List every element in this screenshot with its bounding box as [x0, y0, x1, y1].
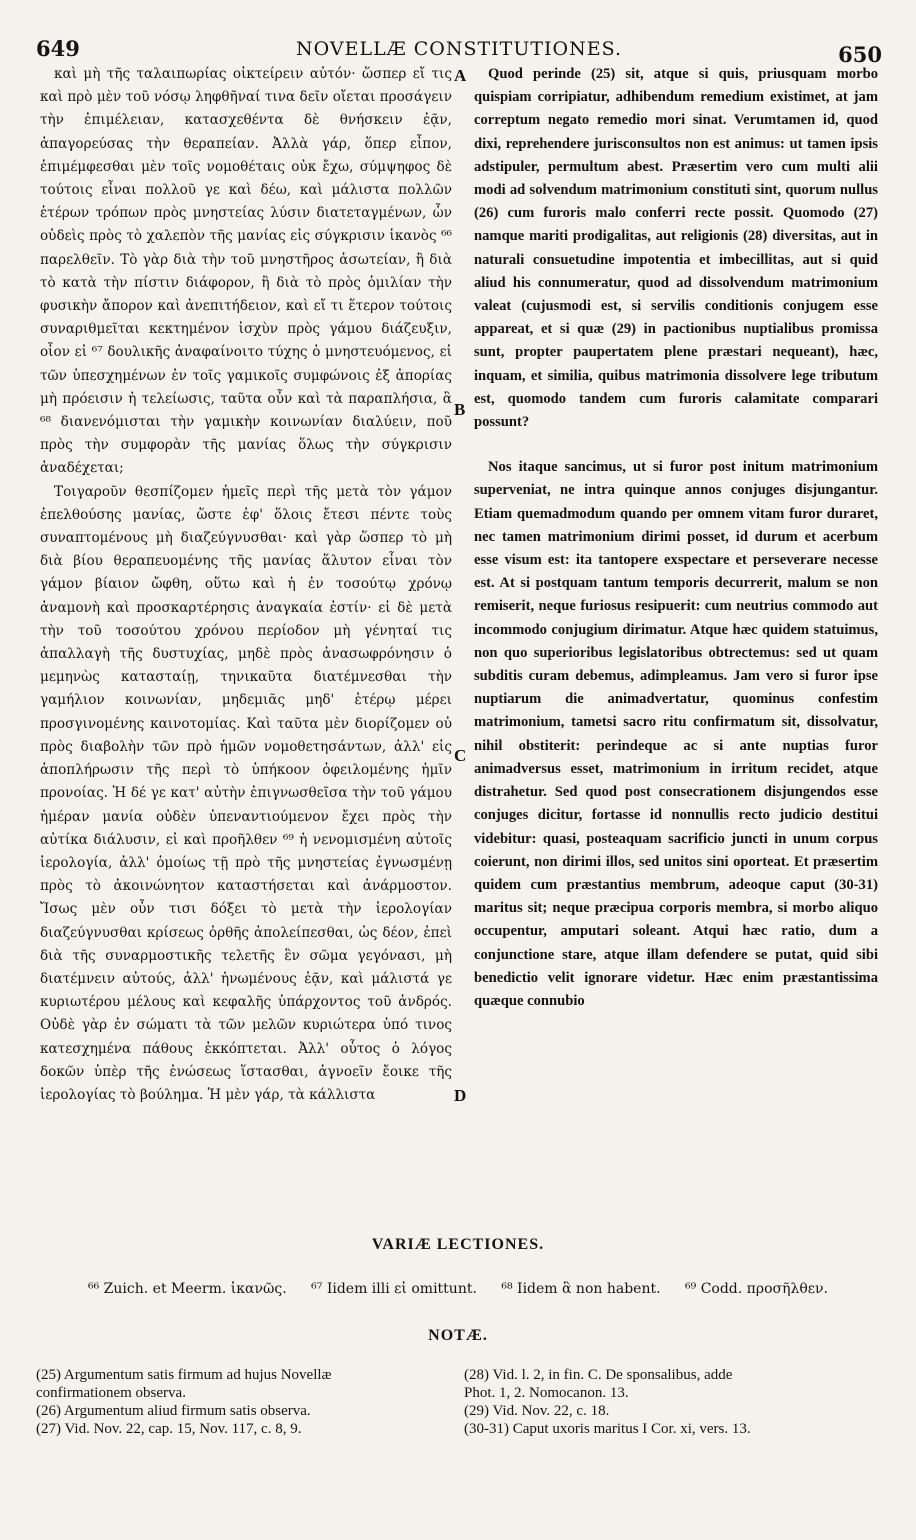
- greek-paragraph: Τοιγαροῦν θεσπίζομεν ἡμεῖς περὶ τῆς μετὰ τὸν γάμον ἐπελθούσης μανίας, ὥστε ἐφ' ὅλοις ἔτεσι πέντε τοὺς συναπτομένους μὴ διαζεύγνυσθαι· καὶ γὰρ ὥσπερ τὸ μὴ διὰ βίου θεραπευομένης τῆς μανίας ἅλυτον εἶναι τὸν γάμον βίαιον ὤφθη, οὕτω καὶ ἡ ἐν τοσούτῳ χρόνῳ ἀναμονὴ καὶ προσκαρτέρησις ἀναγκαία ἐστίν· εἰ δὲ μετὰ τὴν τοῦ τοσούτου χρόνου περίοδον μὴ γένηταί τις ἀπαλλαγὴ τῆς δυστυχίας, μηδὲ πρὸς ἀνασωφρόνησιν ὁ μεμηνὼς κατασταίῃ, τηνικαῦτα διατέμνεσθαι τὴν γαμήλιον κοινωνίαν, μηδεμιᾶς μηδ' ἑτέρῳ μέρει προσγινομένης καινοτομίας. Καὶ ταῦτα μὲν διορίζομεν οὐ πρὸς διαβολὴν τῶν πρὸ ἡμῶν νομοθετησάντων, ἀλλ' εἰς ἀποπλήρωσιν τῆς περὶ τὸ ὑπήκοον ὀφειλομένης ἡμῖν προνοίας. Ἡ δέ γε κατ' αὐτὴν ἐπιγνωσθεῖσα τὴν τοῦ γάμου ἡμέραν μανία οὐδὲν ὑπεναντιούμενον ἔχει πρὸς τὴν αὐτίκα διάλυσιν, εἰ καὶ προῆλθεν ⁶⁹ ἡ νενομισμένη αὐτοῖς ἱερολογία, ἀλλ' ὁμοίως τῇ πρὸ τῆς μνηστείας ἐγνωσμένῃ πρὸς τὸ ἀκοινώνητον καταστήσεται καὶ ἀνάρμοστον. Ἴσως μὲν οὖν τισι δόξει τὸ μετὰ τὴν ἱερολογίαν διαζεύγνυσθαι κρίσεως ὀρθῆς ἀπολείπεσθαι, ὡς δέον, ἐπεὶ διὰ τῆς συναρμοστικῆς τελετῆς ἓν σῶμα γεγόνασι, μὴ διατέμνειν αὐτούς, ἀλλ' ἡνωμένους ἐᾷν, καὶ μάλιστά γε κυριωτέρου μέλους καὶ κεφαλῆς ὑπάρχοντος τοῦ ἀνδρός. Οὐδὲ γὰρ ἐν σώματι τὰ τῶν μελῶν κυριώτερα ὑπό τινος κατεσχημένα πάθους ἐκκόπτεται. Ἀλλ' οὗτος ὁ λόγος δοκῶν ὑπὲρ τῆς ἑνώσεως ἵστασθαι, ἀγνοεῖν ἔοικε τῆς ἱερολογίας τὸ βούλημα. Ἡ μὲν γάρ, τὰ κάλλιστα: [40, 483, 452, 1103]
- variant-reading: ⁶⁸ Iidem ἃ non habent.: [501, 1281, 661, 1297]
- variant-reading: ⁶⁹ Codd. προσῆλθεν.: [685, 1281, 828, 1297]
- note-line: (26) Argumentum aliud firmum satis observa.: [36, 1403, 311, 1419]
- greek-paragraph: καὶ μὴ τῆς ταλαιπωρίας οἰκτείρειν αὐτόν· ὥσπερ εἴ τις καὶ πρὸ μὲν τοῦ νόσῳ ληφθῆναί τινα δεῖν οἴεται προσάγειν τὴν ἐπιμέλειαν, κατασχεθέντα δὲ θνήσκειν ἐᾷν, ἀπαγορεύσας τὴν θεραπείαν. Ἀλλὰ γάρ, ὅπερ εἶπον, ἐπιμέμφεσθαι μὲν τοῖς νομοθέταις οὐκ ἔχω, σύμψηφος δὲ τούτοις εἶναι πολλοῦ γε καὶ δέω, καὶ μάλιστα πολλῶν ἑτέρων τρόπων πρὸς μνηστείας λύσιν διατεταγμένων, ὧν οὐδεὶς πρὸς τὸ χαλεπὸν τῆς μανίας εἰς σύγκρισιν ἱκανὸς ⁶⁶ παρελθεῖν. Τὸ γὰρ διὰ τὴν τοῦ μνηστῆρος ἀσωτείαν, ἢ διὰ τὸ κατὰ τὴν πίστιν διάφορον, ἢ διὰ τὸ πρὸς ὁμιλίαν τὴν φυσικὴν ἄπορον καὶ ἀνεπιτήδειον, καὶ εἴ τι ἕτερον τούτοις συναριθμεῖται κεκτημένον ἰσχὺν πρὸς γάμου διάζευξιν, οἷον εἰ ⁶⁷ δουλικῆς ἀναφαίνοιτο τύχης ὁ μνηστευόμενος, εἰ τῶν ὑπεσχημένων ἐν τοῖς γαμικοῖς συμφώνοις ἐξ ἀπορίας μὴ πρόεισιν ἡ τελείωσις, ταῦτα οὖν καὶ τὰ παραπλήσια, ἃ ⁶⁸ διανενόμισται τὴν γαμικὴν κοινωνίαν διαλύειν, ποῦ πρὸς τὴν συμφορὰν τῆς μανίας ὅλως τὴν σύγκρισιν ἀναδέχεται;: [40, 66, 452, 477]
- greek-text-column: [40, 63, 452, 1107]
- margin-letter-b: B: [454, 400, 466, 419]
- running-title: NOVELLÆ CONSTITUTIONES.: [296, 38, 622, 60]
- note-line: (25) Argumentum satis firmum ad hujus Novellæ: [36, 1367, 332, 1383]
- margin-letter-d: D: [454, 1086, 467, 1105]
- notes-right: [464, 1366, 884, 1438]
- margin-letter-c: C: [454, 746, 467, 765]
- note-line: Phot. 1, 2. Nomocanon. 13.: [464, 1385, 629, 1401]
- page-header: [36, 36, 882, 67]
- notes-left: [36, 1366, 446, 1438]
- note-line: confirmationem observa.: [36, 1385, 186, 1401]
- variant-reading: ⁶⁶ Zuich. et Meerm. ἱκανῶς.: [88, 1281, 287, 1297]
- notae-title: NOTÆ.: [428, 1327, 488, 1344]
- page-number-right: 650: [838, 42, 882, 67]
- note-line: (27) Vid. Nov. 22, cap. 15, Nov. 117, c. 8, 9.: [36, 1421, 302, 1437]
- note-line: (28) Vid. l. 2, in fin. C. De sponsalibus, adde: [464, 1367, 733, 1383]
- variae-lectiones-title: VARIÆ LECTIONES.: [371, 1236, 545, 1253]
- variant-reading: ⁶⁷ Iidem illi εἰ omittunt.: [311, 1281, 477, 1297]
- latin-paragraph: Nos itaque sancimus, ut si furor post initum matrimonium superveniat, ne intra quinque annos conjuges disjungantur. Etiam quemadmodum quando per omnem vitam furor duraret, nec tamen matrimonium dirimi posset, id durum et acerbum esse visum est: ita tantopere exspectare et perseverare necesse est. At si postquam tantum temporis decurrerit, malum se non remiserit, neque furiosus resipuerit: cum neutrius commodo aut incommodo conjugium dirimatur. Atque hæc quidem statuimus, non quo superioribus legislatoribus obtrectemus: sed ut quam subditis curam debemus, adimpleamus. Jam vero si furor ipse nuptiarum die animadvertatur, quominus confestim matrimonium, tametsi sacro ritu confirmatum sit, dissolvatur, nihil obstiterit: perindeque ac si ante nuptias furor animadversus esset, matrimonium in irritum recidet, atque distrahetur. Sed quod post consecrationem disjungendos esse conjuges dicitur, fortasse id nonnullis recto judicio destitui videbitur: quasi, posteaquam sacrificio juncti in unum corpus coierunt, non dirimi illos, sed unitos sini oporteat. Et præsertim quidem cum præstantius membrum, adeoque caput (30-31) maritus sit; neque præcipua corporis membra, si morbo aliquo occupentur, amputari soleant. Atqui hæc ratio, dum a conjunctione stare, atque illam defendere se putat, quid sibi benedictio velit ignorare videtur. Hæc enim præstantissima quæque connubio: [474, 459, 878, 1009]
- margin-letter-a: A: [454, 66, 467, 85]
- latin-paragraph: Quod perinde (25) sit, atque si quis, priusquam morbo quispiam corripiatur, adhibendum remedium existimet, at jam correptum negato remedio mori sinat. Verumtamen id, quod dixi, reprehendere jurisconsultos non est animus: ut tamen ipsis adstipuler, permultum abest. Præsertim vero cum multi alii modi ad solvendum matrimonium constituti sint, quorum nullus (26) cum furoris malo conferri recte possit. Quomodo (27) namque mariti prodigalitas, aut religionis (28) diversitas, aut in naturali consuetudine impotentia et imbecillitas, aut si quid aliud his connumeratur, quod ad dissolvendum matrimonium valeat (cujusmodi est, si servilis conditionis conjugem esse appareat, et si quæ (29) in pactionibus nuptialibus promissa sunt, propter paupertatem plene præstari nequeant), hæc, inquam, et similia, quibus matrimonia dissolvere lege tributum est, quomodo tandem cum furoris calamitate comparari possunt?: [474, 66, 878, 431]
- page-number-left: 649: [36, 36, 80, 61]
- latin-text-column: [474, 63, 878, 1013]
- note-line: (29) Vid. Nov. 22, c. 18.: [464, 1403, 610, 1419]
- variae-lectiones: [0, 1281, 916, 1297]
- note-line: (30-31) Caput uxoris maritus I Cor. xi, vers. 13.: [464, 1421, 751, 1437]
